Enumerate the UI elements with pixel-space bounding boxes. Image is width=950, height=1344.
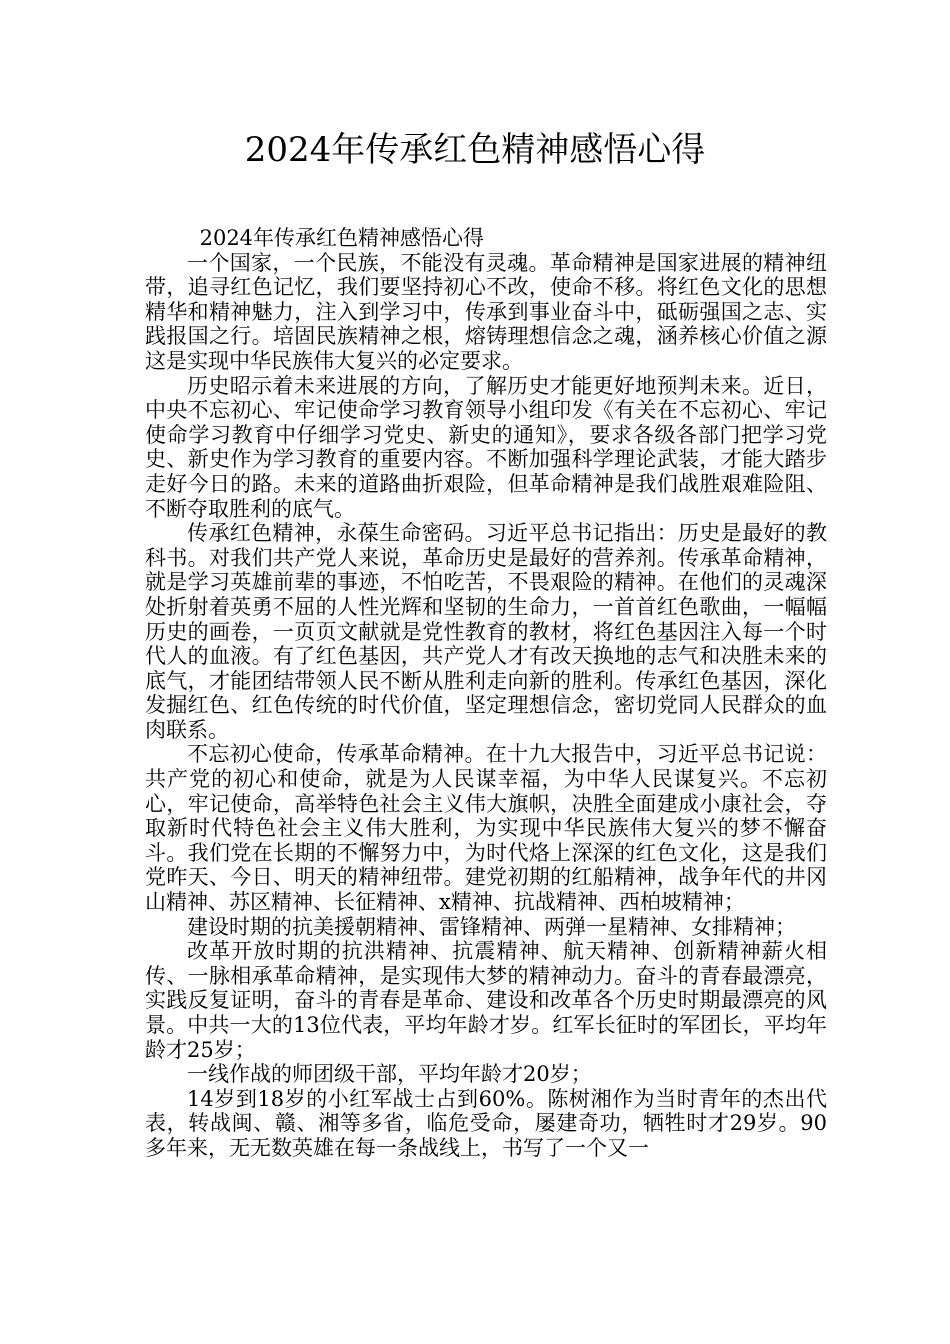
paragraph-7: 一线作战的师团级干部，平均年龄才20岁；	[187, 1062, 592, 1087]
document-subtitle: 2024年传承红色精神感悟心得	[199, 226, 485, 250]
document-body	[145, 226, 827, 1161]
paragraph-4: 不忘初心使命，传承革命精神。在十九大报告中，习近平总书记说：共产党的初心和使命，就是为人民谋幸福，为中华人民谋复兴。不忘初心，牢记使命，高举特色社会主义伟大旗帜，决胜全面建成小康社会，夺取新时代特色社会主义伟大胜利，为实现中华民族伟大复兴的梦不懈奋斗。我们党在长期的不懈努力中，为时代烙上深深的红色文化，这是我们党昨天、今日、明天的精神纽带。建党初期的红船精神，战争年代的井冈山精神、苏区精神、长征精神、x精神、抗战精神、西柏坡精神；	[145, 742, 827, 915]
paragraph-3: 传承红色精神，永葆生命密码。习近平总书记指出：历史是最好的教科书。对我们共产党人来说，革命历史是最好的营养剂。传承革命精神，就是学习英雄前辈的事迹，不怕吃苦，不畏艰险的精神。在他们的灵魂深处折射着英勇不屈的人性光辉和坚韧的生命力，一首首红色歌曲，一幅幅历史的画卷，一页页文献就是党性教育的教材，将红色基因注入每一个时代人的血液。有了红色基因，共产党人才有改天换地的志气和决胜未来的底气，才能团结带领人民不断从胜利走向新的胜利。传承红色基因，深化发掘红色、红色传统的时代价值，坚定理想信念，密切党同人民群众的血肉联系。	[145, 521, 827, 742]
paragraph-5: 建设时期的抗美援朝精神、雷锋精神、两弹一星精神、女排精神；	[187, 914, 796, 939]
paragraph-1: 一个国家，一个民族，不能没有灵魂。革命精神是国家进展的精神纽带，追寻红色记忆，我们要坚持初心不改，使命不移。将红色文化的思想精华和精神魅力，注入到学习中，传承到事业奋斗中，砥砺强国之志、实践报国之行。培固民族精神之根，熔铸理想信念之魂，涵养核心价值之源这是实现中华民族伟大复兴的必定要求。	[145, 250, 827, 373]
document-title: 2024年传承红色精神感悟心得	[244, 130, 706, 170]
paragraph-8: 14岁到18岁的小红军战士占到60%。陈树湘作为当时青年的杰出代表，转战闽、赣、湘等多省，临危受命，屡建奇功，牺牲时才29岁。90多年来，无无数英雄在每一条战线上，书写了一个又一	[145, 1086, 827, 1160]
paragraph-6: 改革开放时期的抗洪精神、抗震精神、航天精神、创新精神薪火相传、一脉相承革命精神，是实现伟大梦的精神动力。奋斗的青春最漂亮，实践反复证明，奋斗的青春是革命、建设和改革各个历史时期最漂亮的风景。中共一大的13位代表，平均年龄才岁。红军长征时的军团长，平均年龄才25岁；	[145, 939, 827, 1062]
paragraph-2: 历史昭示着未来进展的方向，了解历史才能更好地预判未来。近日，中央不忘初心、牢记使命学习教育领导小组印发《有关在不忘初心、牢记使命学习教育中仔细学习党史、新史的通知》，要求各级各部门把学习党史、新史作为学习教育的重要内容。不断加强科学理论武装，才能大踏步走好今日的路。未来的道路曲折艰险，但革命精神是我们战胜艰难险阻、不断夺取胜利的底气。	[145, 373, 827, 521]
